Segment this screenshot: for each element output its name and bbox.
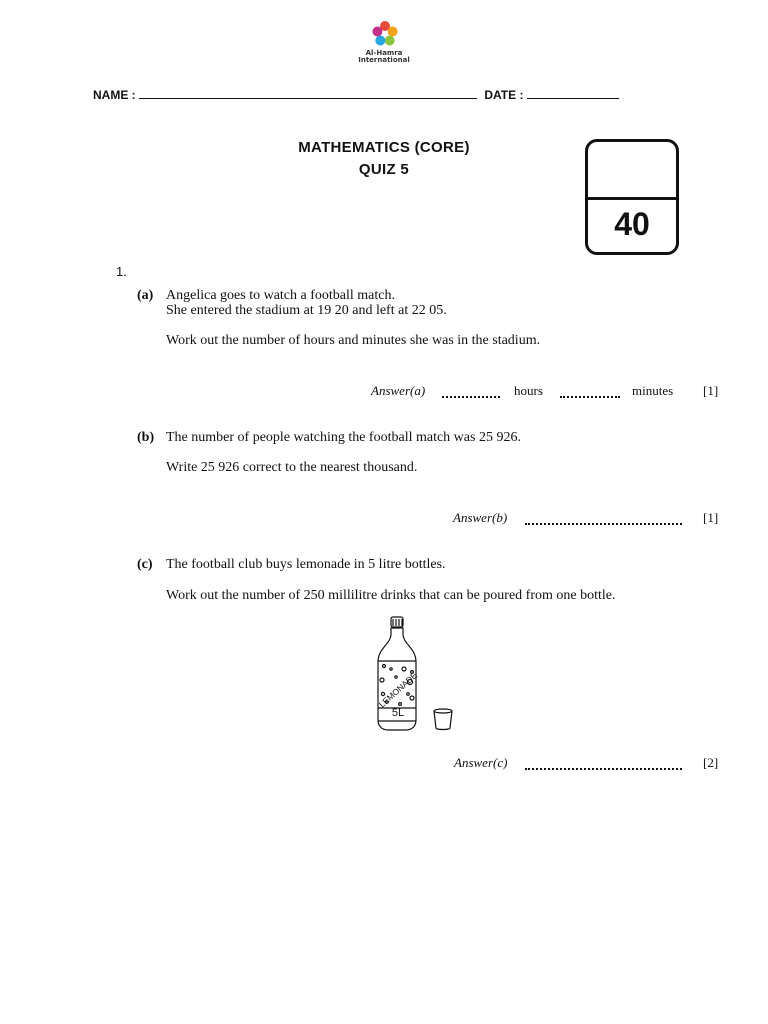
name-field[interactable] — [139, 89, 477, 99]
part-c-instruction: Work out the number of 250 millilitre drinks that can be poured from one bottle. — [166, 588, 616, 603]
part-a-label: (a) — [137, 288, 154, 303]
date-field[interactable] — [527, 89, 619, 99]
part-a-line1: Angelica goes to watch a football match. — [166, 288, 395, 303]
date-label: DATE : — [484, 88, 524, 102]
part-b-answer-field[interactable] — [525, 513, 682, 525]
part-c-answer-field[interactable] — [525, 758, 682, 770]
part-a-marks: [1] — [703, 383, 719, 398]
part-b-label: (b) — [137, 430, 155, 445]
score-divider — [588, 197, 676, 200]
part-a-instruction: Work out the number of hours and minutes she was in the stadium. — [166, 333, 541, 348]
question-number: 1. — [116, 264, 127, 279]
lemonade-bottle-illustration — [370, 614, 460, 736]
part-a-minutes-field[interactable] — [560, 386, 620, 398]
part-c-label: (c) — [137, 557, 153, 572]
part-b-answer-label: Answer(b) — [453, 510, 508, 525]
part-c-marks: [2] — [703, 755, 719, 770]
part-c-line1: The football club buys lemonade in 5 litre bottles. — [166, 557, 446, 572]
glass-icon — [434, 709, 452, 730]
part-a-hours-field[interactable] — [442, 386, 500, 398]
bottle-label-text: LEMONADE — [376, 670, 420, 710]
logo-text — [354, 50, 414, 64]
quiz-number-title: QUIZ 5 — [358, 161, 410, 178]
bottle-volume-text: 5L — [391, 707, 405, 719]
total-marks: 40 — [614, 206, 650, 242]
part-b-instruction: Write 25 926 correct to the nearest thousand. — [166, 460, 418, 475]
part-b-line1: The number of people watching the football match was 25 926. — [166, 430, 521, 445]
name-label: NAME : — [93, 88, 136, 102]
name-date-line — [93, 88, 619, 102]
part-a-minutes-unit: minutes — [632, 383, 674, 398]
part-a-hours-unit: hours — [514, 383, 543, 398]
quiz-subject-title: MATHEMATICS (CORE) — [298, 139, 470, 156]
logo-subtitle: International — [358, 56, 410, 64]
score-box — [585, 139, 679, 255]
part-c-answer-label: Answer(c) — [454, 755, 508, 770]
logo-name: Al-Hamra — [365, 49, 403, 57]
part-a-line2: She entered the stadium at 19 20 and left at 22 05. — [166, 303, 447, 318]
part-b-marks: [1] — [703, 510, 719, 525]
part-a-answer-label: Answer(a) — [371, 383, 426, 398]
